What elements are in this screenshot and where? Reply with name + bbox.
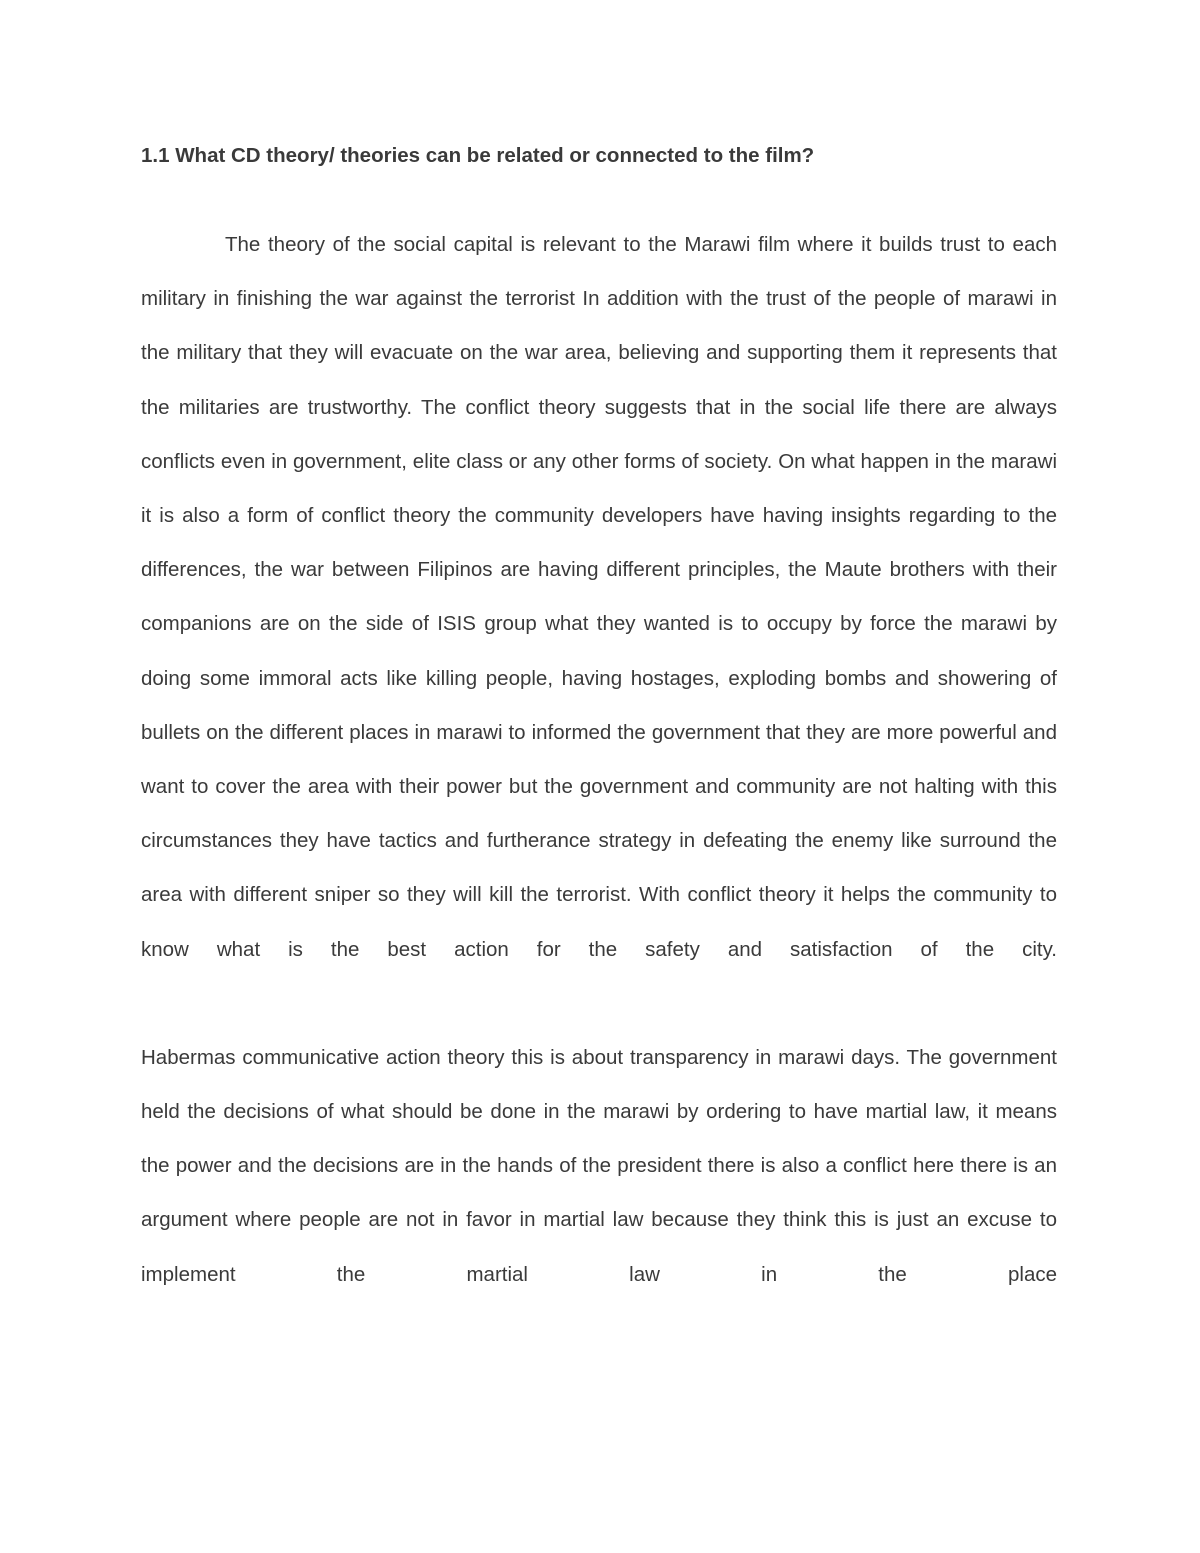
paragraph-habermas: Habermas communicative action theory this is about transparency in marawi days. The government held the decisions of what should be done in the marawi by ordering to have martial law, it means the power and the decisions are in the hands of the president there is also a conflict here there is an argument where people are not in favor in martial law because they think this is just an excuse to implement the martial law in the place [141,1045,1057,1286]
section-heading: 1.1 What CD theory/ theories can be related or connected to the film? [141,144,815,167]
document-body [141,140,1057,1302]
paragraph-social-capital-conflict: The theory of the social capital is relevant to the Marawi film where it builds trust to each military in finishing the war against the terrorist In addition with the trust of the people of marawi in the military that they will evacuate on the war area, believing and supporting them it represents that the militaries are trustworthy. The conflict theory suggests that in the social life there are always conflicts even in government, elite class or any other forms of society. On what happen in the marawi it is also a form of conflict theory the community developers have having insights regarding to the differences, the war between Filipinos are having different principles, the Maute brothers with their companions are on the side of ISIS group what they wanted is to occupy by force the marawi by doing some immoral acts like killing people, having hostages, exploding bombs and showering of bullets on the different places in marawi to informed the government that they are more powerful and want to cover the area with their power but the government and community are not halting with this circumstances they have tactics and furtherance strategy in defeating the enemy like surround the area with different sniper so they will kill the terrorist. With conflict theory it helps the community to know what is the best action for the safety and satisfaction of the city. [141,233,1057,961]
